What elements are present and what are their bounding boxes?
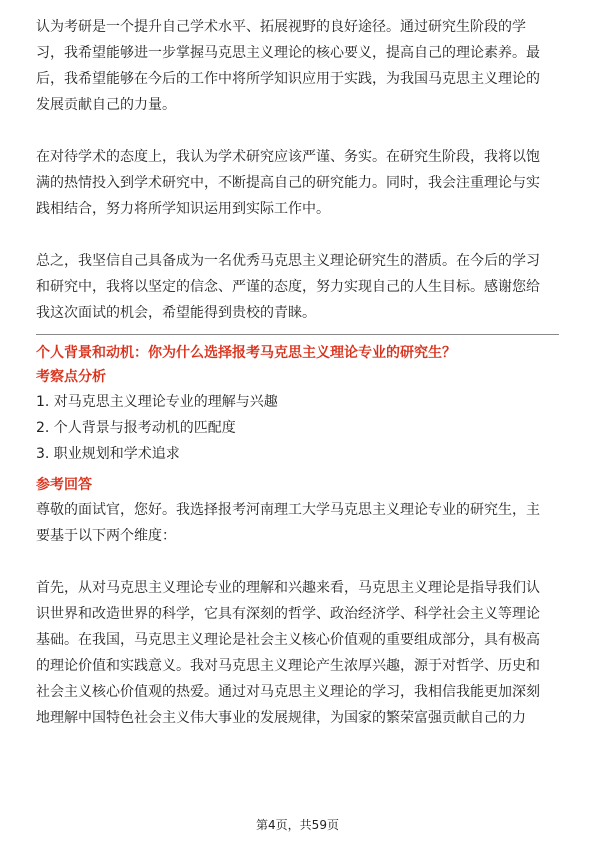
answer-paragraph-1 [36,497,559,549]
analysis-item-2: 2. 个人背景与报考动机的匹配度 [36,420,236,436]
text-line: 的理论价值和实践意义。我对马克思主义理论产生浓厚兴趣，源于对哲学、历史和 [36,658,540,674]
answer-title: 参考回答 [36,477,92,493]
answer-paragraph-2 [36,575,559,731]
text-line: 满的热情投入到学术研究中，不断提高自己的研究能力。同时，我会注重理论与实 [36,175,540,191]
intro-paragraph-2 [36,144,559,222]
analysis-title: 考察点分析 [36,369,106,385]
text-line: 地理解中国特色社会主义伟大事业的发展规律，为国家的繁荣富强贡献自己的力 [36,710,526,726]
analysis-item-3: 3. 职业规划和学术追求 [36,446,180,462]
text-line: 后，我希望能够在今后的工作中将所学知识应用于实践，为我国马克思主义理论的 [36,71,540,87]
text-line: 总之，我坚信自己具备成为一名优秀马克思主义理论研究生的潜质。在今后的学习 [36,253,540,269]
text-line: 识世界和改造世界的科学，它具有深刻的哲学、政治经济学、科学社会主义等理论 [36,606,540,622]
text-line: 和研究中，我将以坚定的信念、严谨的态度，努力实现自己的人生目标。感谢您给 [36,279,540,295]
text-line: 发展贡献自己的力量。 [36,97,176,113]
text-line: 首先，从对马克思主义理论专业的理解和兴趣来看，马克思主义理论是指导我们认 [36,580,540,596]
text-line: 认为考研是一个提升自己学术水平、拓展视野的良好途径。通过研究生阶段的学 [36,19,526,35]
intro-paragraph-3 [36,248,559,326]
text-line: 我这次面试的机会，希望能得到贵校的青睐。 [36,305,316,321]
text-line: 基础。在我国，马克思主义理论是社会主义核心价值观的重要组成部分，具有极高 [36,632,540,648]
document-page [36,14,559,731]
text-line: 在对待学术的态度上，我认为学术研究应该严谨、务实。在研究生阶段，我将以饱 [36,149,540,165]
text-line: 习，我希望能够进一步掌握马克思主义理论的核心要义，提高自己的理论素养。最 [36,45,540,61]
section-divider [36,334,559,335]
analysis-item-1: 1. 对马克思主义理论专业的理解与兴趣 [36,394,278,410]
text-line: 尊敬的面试官，您好。我选择报考河南理工大学马克思主义理论专业的研究生，主 [36,502,540,518]
text-line: 社会主义核心价值观的热爱。通过对马克思主义理论的学习，我相信我能更加深刻 [36,684,540,700]
text-line: 要基于以下两个维度： [36,528,176,544]
question-heading: 个人背景和动机：你为什么选择报考马克思主义理论专业的研究生？ [36,345,456,361]
text-line: 践相结合，努力将所学知识运用到实际工作中。 [36,201,330,217]
page-footer: 第4页，共59页 [256,818,339,832]
intro-paragraph-1 [36,14,559,118]
